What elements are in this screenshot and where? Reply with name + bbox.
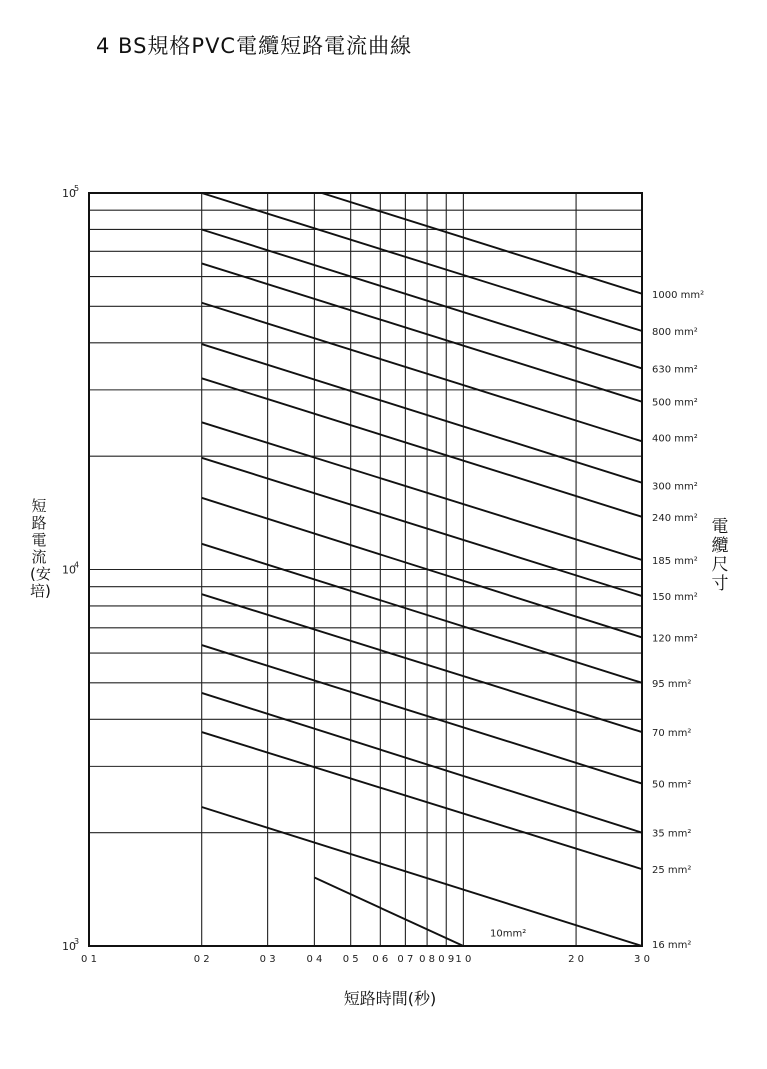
series-label: 300 mm² [652, 481, 698, 493]
series-label: 70 mm² [652, 728, 692, 740]
x-axis-label: 短路時間(秒) [343, 989, 437, 1008]
x-tick-label: 0 1 [81, 954, 97, 965]
tick-labels [62, 184, 650, 965]
x-tick-label: 0 7 [397, 954, 414, 965]
y-tick-exponent: 4 [74, 560, 80, 570]
series-label: 35 mm² [652, 828, 692, 840]
x-tick-label: 1 0 [455, 954, 472, 965]
x-tick-label: 0 8 [419, 954, 436, 965]
series-label: 400 mm² [652, 433, 698, 445]
y-tick-label: 10 [62, 563, 76, 577]
y-tick-label: 10 [62, 940, 76, 953]
series-label: 185 mm² [652, 555, 698, 567]
x-tick-label: 0 4 [306, 954, 323, 965]
series-label: 1000 mm² [652, 289, 705, 301]
y-tick-exponent: 5 [74, 184, 80, 193]
series-label: 16 mm² [652, 940, 692, 951]
y-axis-label: 短路電流(安培) [30, 497, 51, 600]
series-line [322, 193, 642, 294]
y-tick-exponent: 3 [74, 937, 80, 946]
x-tick-label: 0 2 [193, 954, 210, 965]
series-label: 95 mm² [652, 678, 692, 690]
x-tick-label: 0 9 [438, 954, 455, 965]
series-label: 240 mm² [652, 512, 698, 524]
series-line [314, 878, 463, 946]
series-label: 25 mm² [652, 865, 692, 877]
series-label: 630 mm² [652, 364, 698, 376]
x-tick-label: 0 5 [342, 954, 359, 965]
series-labels [490, 290, 704, 951]
x-tick-label: 2 0 [568, 954, 585, 965]
series-label: 10mm² [490, 928, 527, 940]
y-tick-label: 10 [62, 187, 76, 200]
series-label: 50 mm² [652, 779, 692, 791]
series-label: 150 mm² [652, 592, 698, 604]
series-label: 500 mm² [652, 397, 698, 409]
series-label: 800 mm² [652, 326, 698, 338]
x-tick-label: 3 0 [634, 954, 650, 965]
chart-title: 4 BS規格PVC電纜短路電流曲線 [96, 34, 413, 58]
right-axis-label: 電纜尺寸 [711, 517, 729, 594]
x-tick-label: 0 6 [372, 954, 389, 965]
x-tick-label: 0 3 [259, 954, 276, 965]
series-label: 120 mm² [652, 633, 698, 645]
